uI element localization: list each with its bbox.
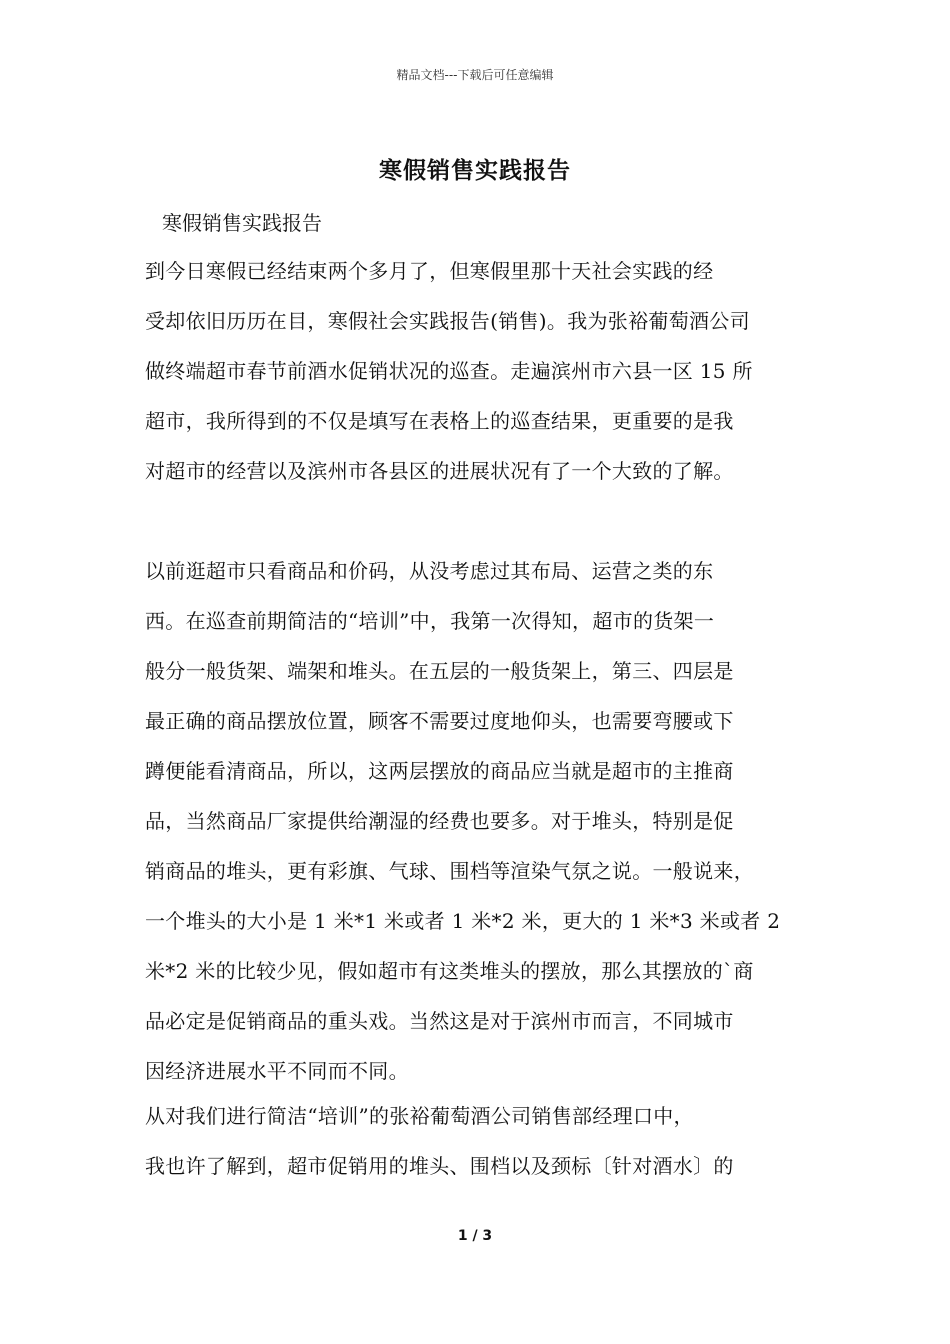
text-line: 西。在巡查前期简洁的“培训”中，我第一次得知，超市的货架一 xyxy=(145,609,715,633)
text-line: 超市，我所得到的不仅是填写在表格上的巡查结果，更重要的是我 xyxy=(145,409,734,433)
text-line: 以前逛超市只看商品和价码，从没考虑过其布局、运营之类的东 xyxy=(145,559,714,583)
text-line: 到今日寒假已经结束两个多月了，但寒假里那十天社会实践的经 xyxy=(145,259,714,283)
text-line: 受却依旧历历在目，寒假社会实践报告(销售)。我为张裕葡萄酒公司 xyxy=(145,309,750,333)
document-title: 寒假销售实践报告 xyxy=(379,157,571,184)
text-line: 品，当然商品厂家提供给潮湿的经费也要多。对于堆头，特别是促 xyxy=(145,809,734,833)
text-line: 品必定是促销商品的重头戏。当然这是对于滨州市而言，不同城市 xyxy=(145,1009,734,1033)
text-line: 一个堆头的大小是 1 米*1 米或者 1 米*2 米，更大的 1 米*3 米或者 2 xyxy=(145,909,781,933)
paragraph-2 xyxy=(145,546,815,1096)
text-line: 蹲便能看清商品，所以，这两层摆放的商品应当就是超市的主推商 xyxy=(145,759,734,783)
paragraph-3 xyxy=(145,1091,815,1191)
text-line: 米*2 米的比较少见，假如超市有这类堆头的摆放，那么其摆放的`商 xyxy=(145,959,754,983)
text-line: 从对我们进行简洁“培训”的张裕葡萄酒公司销售部经理口中， xyxy=(145,1104,694,1128)
text-line: 对超市的经营以及滨州市各县区的进展状况有了一个大致的了解。 xyxy=(145,459,734,483)
paragraph-1 xyxy=(145,246,815,496)
text-line: 般分一般货架、端架和堆头。在五层的一般货架上，第三、四层是 xyxy=(145,659,734,683)
document-subtitle: 寒假销售实践报告 xyxy=(162,211,322,235)
text-line: 最正确的商品摆放位置，顾客不需要过度地仰头，也需要弯腰或下 xyxy=(145,709,734,733)
text-line: 因经济进展水平不同而不同。 xyxy=(145,1059,409,1083)
text-line: 我也许了解到，超市促销用的堆头、围档以及颈标〔针对酒水〕的 xyxy=(145,1154,734,1178)
text-line: 销商品的堆头，更有彩旗、气球、围档等渲染气氛之说。一般说来， xyxy=(145,859,754,883)
page-indicator: 1 / 3 xyxy=(457,1228,493,1244)
header-note: 精品文档---下载后可任意编辑 xyxy=(396,68,554,82)
text-line: 做终端超市春节前酒水促销状况的巡查。走遍滨州市六县一区 15 所 xyxy=(145,359,753,383)
